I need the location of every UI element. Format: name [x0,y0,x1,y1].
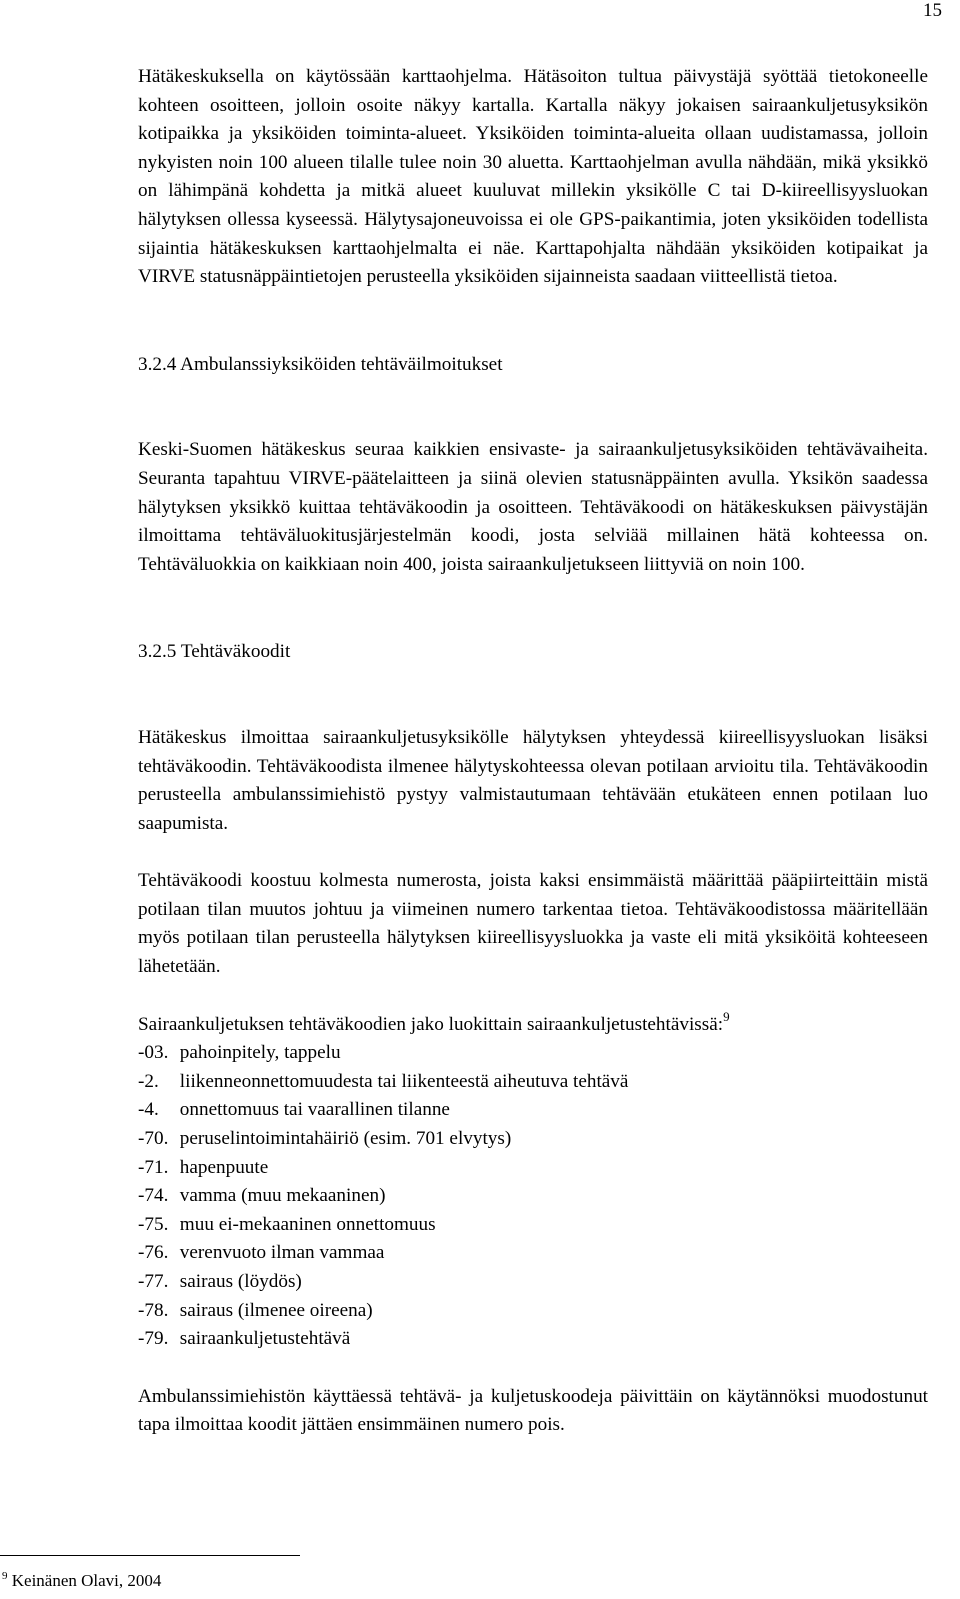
task-code: -77. [138,1271,169,1292]
task-code-description: sairaus (ilmenee oireena) [179,1299,373,1321]
task-code-description: verenvuoto ilman vammaa [179,1242,385,1264]
paragraph-task-codes-intro: Hätäkeskus ilmoittaa sairaankuljetusyksikölle hälytyksen yhteydessä kiireellisyysluokan lisäksi tehtäväkoodin. Tehtäväkoodista ilmenee hälytyskohteessa olevan potilaan arvioitu tila. Tehtäväkoodin perusteella ambulanssimiehistö pystyy valmistautumaan tehtävään etukäteen ennen potilaan luo saapumista. [138,726,928,834]
list-item [138,1239,928,1268]
spacer [138,579,928,638]
task-code: -79. [138,1328,169,1350]
task-code-description: sairaankuljetustehtävä [179,1328,351,1350]
task-code-description: peruselintoimintahäiriö (esim. 701 elvytys) [179,1128,512,1150]
task-code-description: muu ei-mekaaninen onnettomuus [179,1213,436,1235]
footnote [2,1570,161,1592]
list-item [138,1268,928,1297]
spacer [138,1354,928,1383]
list-item [138,1154,928,1183]
spacer [138,838,928,867]
list-item [138,1297,928,1326]
document-body [138,63,928,1440]
section-heading-3-2-5: 3.2.5 Tehtäväkoodit [138,641,291,663]
task-code: -03. [138,1042,169,1064]
task-code: -70. [138,1128,169,1150]
spacer [138,379,928,436]
task-code-description: pahoinpitely, tappelu [179,1042,341,1064]
list-item [138,1125,928,1154]
task-code: -78. [138,1299,169,1321]
task-code-description: hapenpuute [179,1156,269,1178]
footnote-separator [0,1555,300,1556]
task-code: -74. [138,1185,169,1207]
section-heading-3-2-4: 3.2.4 Ambulanssiyksiköiden tehtäväilmoitukset [138,353,503,375]
task-code-description: liikenneonnettomuudesta tai liikenteestä aiheutuva tehtävä [179,1070,629,1092]
footnote-reference: 9 [723,1008,730,1024]
paragraph-task-code-structure: Tehtäväkoodi koostuu kolmesta numerosta, joista kaksi ensimmäistä määrittää pääpiirteittäin mistä potilaan tilan muutos johtuu ja viimeinen numero tarkentaa tietoa. Tehtäväkoodistossa määritellään myös potilaan tilan perusteella hälytyksen kiireellisyysluokka ja vaste eli mitä yksiköitä kohteeseen lähetetään. [138,870,928,978]
list-item [138,1211,928,1240]
task-code-description: vamma (muu mekaaninen) [179,1185,386,1207]
list-item [138,1068,928,1097]
task-code-list [138,1039,928,1354]
task-code: -75. [138,1213,169,1235]
list-intro-text: Sairaankuljetuksen tehtäväkoodien jako luokittain sairaankuljetustehtävissä: [138,1013,724,1035]
footnote-number: 9 [2,1570,8,1582]
list-item [138,1039,928,1068]
page-number: 15 [923,0,942,21]
task-code: -4. [138,1099,159,1121]
task-code-description: sairaus (löydös) [179,1271,302,1292]
spacer [138,292,928,351]
list-intro [138,1008,928,1040]
list-item [138,1325,928,1354]
list-item [138,1096,928,1125]
paragraph-map-program: Hätäkeskuksella on käytössään karttaohjelma. Hätäsoiton tultua päivystäjä syöttää tietokoneelle kohteen osoitteen, jolloin osoite näkyy kartalla. Kartalla näkyy jokaisen sairaankuljetusyksikön kotipaikka ja yksiköiden toiminta-alueet. Yksiköiden toiminta-alueita ollaan uudistamassa, jolloin nykyisten noin 100 alueen tilalle tulee noin 30 aluetta. Karttaohjelman avulla nähdään, mikä yksikkö on lähimpänä kohdetta ja mitkä alueet kuuluvat millekin yksikölle C tai D-kiireellisyysluokan hälytyksen ollessa kyseessä. Hälytysajoneuvoissa ei ole GPS-paikantimia, joten yksiköiden todellista sijaintia hätäkeskuksen karttaohjelmalta ei näe. Karttapohjalta nähdään yksiköiden kotipaikat ja VIRVE statusnäppäintietojen perusteella yksiköiden sijainneista saadaan viitteellistä tietoa. [138,66,928,288]
paragraph-task-notifications: Keski-Suomen hätäkeskus seuraa kaikkien ensivaste- ja sairaankuljetusyksiköiden tehtävävaiheita. Seuranta tapahtuu VIRVE-päätelaitteen ja siinä olevien statusnäppäinten avulla. Yksikön saadessa hälytyksen yksikkö kuittaa tehtäväkoodin ja osoitteen. Tehtäväkoodi on hätäkeskuksen päivystäjän ilmoittama tehtäväluokitusjärjestelmän koodi, josta selviää millainen hätä kohteessa on. Tehtäväluokkia on kaikkiaan noin 400, joista sairaankuljetukseen liittyviä on noin 100. [138,439,928,575]
task-code-description: onnettomuus tai vaarallinen tilanne [179,1099,450,1121]
footnote-text: Keinänen Olavi, 2004 [11,1571,162,1590]
task-code: -2. [138,1070,159,1092]
task-code: -76. [138,1242,169,1264]
paragraph-code-usage: Ambulanssimiehistön käyttäessä tehtävä- ja kuljetuskoodeja päivittäin on käytännöksi muodostunut tapa ilmoittaa koodit jättäen ensimmäinen numero pois. [138,1385,928,1436]
list-item [138,1182,928,1211]
spacer [138,667,928,724]
spacer [138,982,928,1011]
task-code: -71. [138,1156,169,1178]
